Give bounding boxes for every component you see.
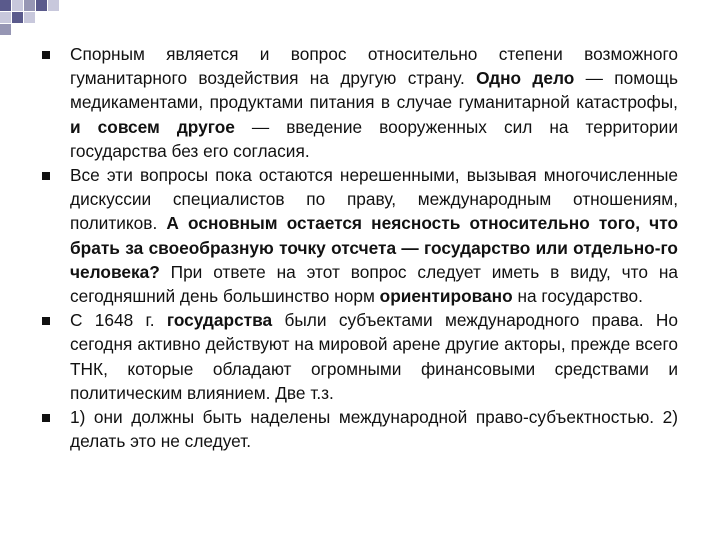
bullet-item <box>38 405 678 453</box>
text-segment-bold: государства <box>166 310 273 331</box>
text-segment: были субъектами международного права. Но сегодня активно действуют на мировой арене другие акторы, прежде всего ТНК, которые обладают огромными финансовыми средствами и политическим влиянием. Две т.з. <box>70 310 678 403</box>
text-segment-bold: А основным остается неясность относительно того, что брать за своеобразную точку отсчета — государство или отдельно-го человека? <box>70 213 679 282</box>
corner-square <box>24 0 35 11</box>
text-segment: С 1648 г. <box>70 310 167 331</box>
text-segment-bold: и совсем другое <box>70 116 235 137</box>
bullet-square-icon <box>42 414 50 422</box>
corner-square <box>0 0 11 11</box>
bullet-square-icon <box>42 172 50 180</box>
corner-square <box>48 0 59 11</box>
bullet-text <box>70 405 678 453</box>
corner-square <box>24 12 35 23</box>
bullet-text <box>70 42 678 163</box>
text-segment: При ответе на этот вопрос следует иметь в виду, что на сегодняшний день большинство норм <box>70 261 678 307</box>
corner-square <box>0 24 11 35</box>
bullet-list <box>38 42 678 453</box>
bullet-text <box>70 163 678 308</box>
text-segment: Спорным является и вопрос относительно степени возможного гуманитарного воздействия на другую страну. <box>70 44 678 89</box>
text-segment: 1) они должны быть наделены международной право-субъектностью. 2) делать это не следует. <box>70 407 678 452</box>
bullet-text <box>70 308 678 405</box>
corner-square <box>36 0 47 11</box>
text-segment: Все эти вопросы пока остаются нерешенными, вызывая многочисленные дискуссии специалистов по праву, международным отношениям, политиков. <box>70 165 678 234</box>
corner-square <box>12 0 23 11</box>
bullet-item <box>38 163 678 308</box>
corner-square <box>12 12 23 23</box>
text-segment: на государство. <box>512 286 643 307</box>
bullet-square-icon <box>42 51 50 59</box>
corner-square <box>0 12 11 23</box>
text-segment-bold: Одно дело <box>476 68 575 89</box>
text-segment: — помощь медикаментами, продуктами питания в случае гуманитарной катастрофы, <box>70 68 678 113</box>
bullet-square-icon <box>42 317 50 325</box>
bullet-item <box>38 42 678 163</box>
corner-decoration <box>0 0 60 40</box>
text-segment: — введение вооруженных сил на территории государства без его согласия. <box>70 116 678 161</box>
text-segment-bold: ориентировано <box>379 286 513 307</box>
bullet-item <box>38 308 678 405</box>
